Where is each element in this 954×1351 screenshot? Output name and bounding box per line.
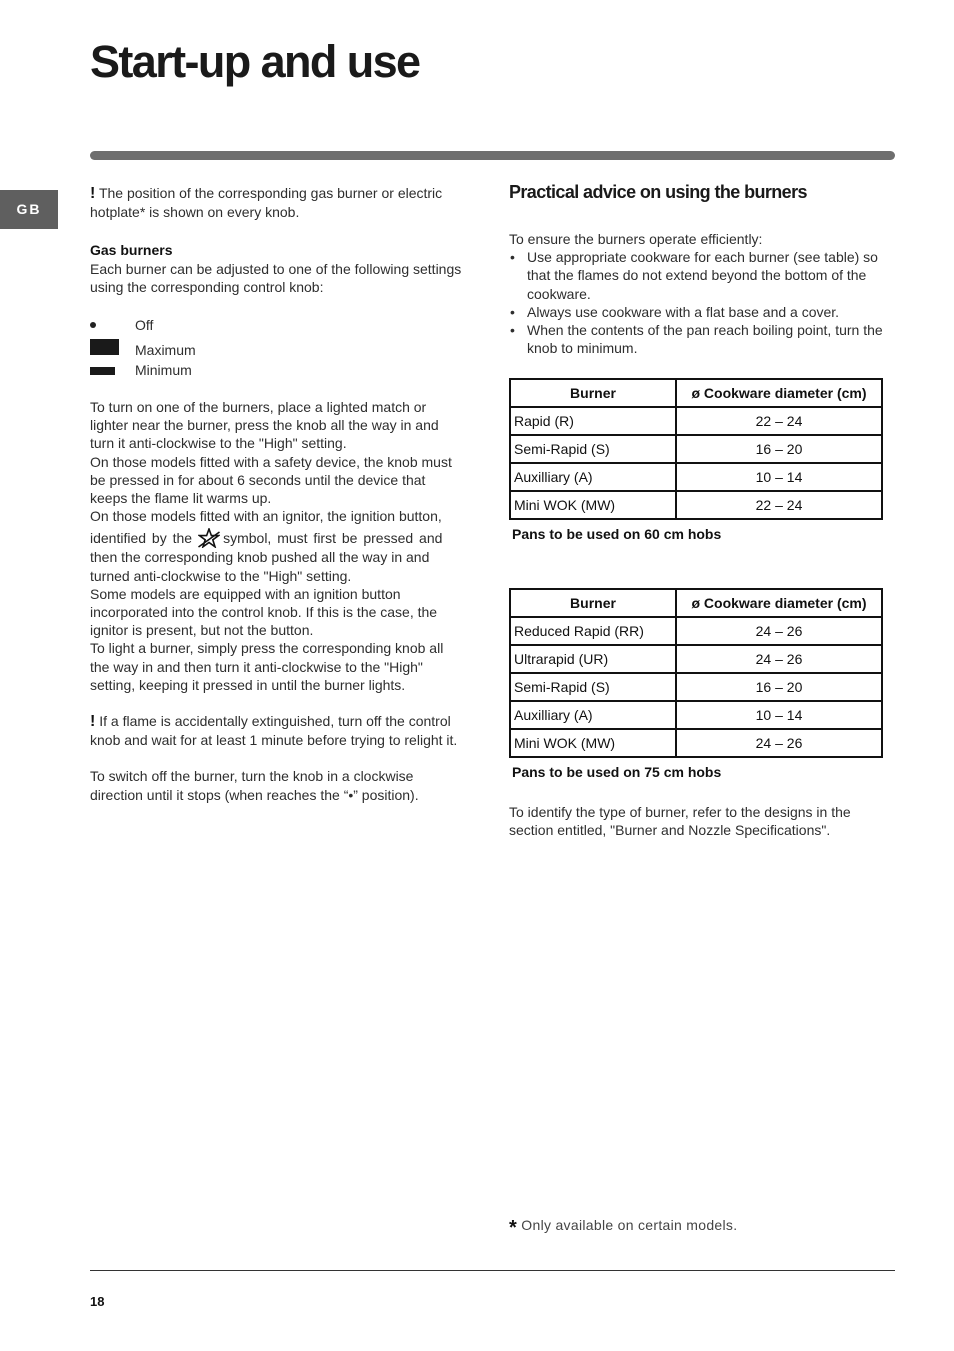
cookware-table-60cm xyxy=(509,378,883,520)
intro-paragraph xyxy=(90,184,464,221)
diameter-cell: 24 – 26 xyxy=(676,645,882,673)
light-burner-paragraph: To light a burner, simply press the corresponding knob all the way in and then turn it anti-clockwise to the "High" setting, keeping it pressed in until the burner lights. xyxy=(90,640,444,693)
cookware-table-75cm xyxy=(509,588,883,758)
maximum-flame-icon xyxy=(90,339,119,355)
burner-cell: Auxilliary (A) xyxy=(510,463,676,491)
warning-exclamation-mark: ! xyxy=(90,713,96,731)
diameter-cell: 24 – 26 xyxy=(676,617,882,645)
legend-row-minimum xyxy=(90,361,390,381)
table-header-row xyxy=(510,589,882,617)
legend-row-off xyxy=(90,316,390,336)
right-column xyxy=(509,180,885,839)
ignitor-paragraph-line-1: On those models fitted with an ignitor, the ignition button, xyxy=(90,508,442,525)
lighting-paragraph-1: To turn on one of the burners, place a lighted match or lighter near the burner, press the knob all the way in and turn it anti-clockwise to the "High" setting. xyxy=(90,399,439,452)
legend-label-off: Off xyxy=(135,317,154,334)
table-row xyxy=(510,407,882,435)
burner-cell: Auxilliary (A) xyxy=(510,701,676,729)
table-row xyxy=(510,463,882,491)
table-header-row xyxy=(510,379,882,407)
warning-text: If a flame is accidentally extinguished, turn off the control knob and wait for at least 1 minute before trying to relight it. xyxy=(90,713,458,749)
diameter-cell: 10 – 14 xyxy=(676,701,882,729)
advice-bullet-list xyxy=(509,248,885,357)
table-60cm-caption: Pans to be used on 60 cm hobs xyxy=(512,526,722,543)
minimum-flame-icon xyxy=(90,367,115,375)
table-header-diameter: ø Cookware diameter (cm) xyxy=(676,589,882,617)
footnote-text: Only available on certain models. xyxy=(521,1217,738,1233)
table-75cm-caption: Pans to be used on 75 cm hobs xyxy=(512,763,722,780)
burner-cell: Ultrarapid (UR) xyxy=(510,645,676,673)
diameter-cell: 16 – 20 xyxy=(676,673,882,701)
ignitor-text-after-icon: symbol, must first be pressed and xyxy=(223,530,443,547)
page-number: 18 xyxy=(90,1294,105,1309)
table-row xyxy=(510,491,882,519)
footnote xyxy=(509,1217,737,1240)
table-header-diameter: ø Cookware diameter (cm) xyxy=(676,379,882,407)
table-row xyxy=(510,673,882,701)
intro-exclamation-mark: ! xyxy=(90,185,96,202)
warning-paragraph xyxy=(90,712,464,749)
legend-row-maximum xyxy=(90,341,390,361)
identify-burner-paragraph: To identify the type of burner, refer to the designs in the section entitled, "Burner and Nozzle Specifications". xyxy=(509,803,851,839)
safety-device-paragraph: On those models fitted with a safety device, the knob must be pressed in for about 6 seconds until the device that keeps the flame lit warms up. xyxy=(90,453,452,507)
advice-bullet: • When the contents of the pan reach boiling point, turn the knob to minimum. xyxy=(509,321,885,357)
diameter-cell: 22 – 24 xyxy=(676,407,882,435)
burner-cell: Reduced Rapid (RR) xyxy=(510,617,676,645)
gas-burners-text: Each burner can be adjusted to one of the following settings using the corresponding control knob: xyxy=(90,260,462,295)
table-header-burner: Burner xyxy=(510,379,676,407)
burner-cell: Mini WOK (MW) xyxy=(510,729,676,757)
legend-label-maximum: Maximum xyxy=(135,342,196,359)
knob-settings-legend xyxy=(90,316,464,378)
burner-cell: Semi-Rapid (S) xyxy=(510,673,676,701)
switch-off-paragraph: To switch off the burner, turn the knob in a clockwise direction until it stops (when reaches the “•” position). xyxy=(90,768,419,803)
burner-cell: Semi-Rapid (S) xyxy=(510,435,676,463)
table-row xyxy=(510,729,882,757)
built-in-ignition-paragraph: Some models are equipped with an ignition button incorporated into the control knob. If this is the case, the ignitor is present, but not the button. xyxy=(90,585,438,639)
burner-cell: Mini WOK (MW) xyxy=(510,491,676,519)
gas-burners-heading: Gas burners xyxy=(90,242,173,259)
header-divider-bar xyxy=(90,151,895,160)
advice-bullet: • Use appropriate cookware for each burner (see table) so that the flames do not extend beyond the bottom of the cookware. xyxy=(509,248,885,303)
efficiency-lead: To ensure the burners operate efficiently: xyxy=(509,231,763,247)
table-row xyxy=(510,435,882,463)
off-dot-icon xyxy=(90,322,96,328)
diameter-cell: 24 – 26 xyxy=(676,729,882,757)
language-tab: GB xyxy=(0,190,58,229)
practical-advice-heading: Practical advice on using the burners xyxy=(509,182,807,202)
page-title: Start-up and use xyxy=(90,36,420,87)
left-column xyxy=(90,184,464,804)
table-row xyxy=(510,645,882,673)
legend-label-minimum: Minimum xyxy=(135,362,192,379)
footer-divider xyxy=(90,1270,895,1271)
diameter-cell: 16 – 20 xyxy=(676,435,882,463)
ignitor-paragraph-line-2 xyxy=(90,528,464,548)
table-row xyxy=(510,617,882,645)
ignition-star-icon xyxy=(198,528,220,548)
burner-cell: Rapid (R) xyxy=(510,407,676,435)
diameter-cell: 22 – 24 xyxy=(676,491,882,519)
table-header-burner: Burner xyxy=(510,589,676,617)
footnote-asterisk: * xyxy=(509,1217,518,1239)
diameter-cell: 10 – 14 xyxy=(676,463,882,491)
ignitor-text-before-icon: identified by the xyxy=(90,530,193,547)
intro-text: The position of the corresponding gas burner or electric hotplate* is shown on every knob. xyxy=(90,185,443,221)
table-row xyxy=(510,701,882,729)
advice-bullet: • Always use cookware with a flat base and a cover. xyxy=(509,303,885,321)
ignitor-paragraph-line-3: then the corresponding knob pushed all the way in and turned anti-clockwise to the "High" setting. xyxy=(90,549,430,584)
